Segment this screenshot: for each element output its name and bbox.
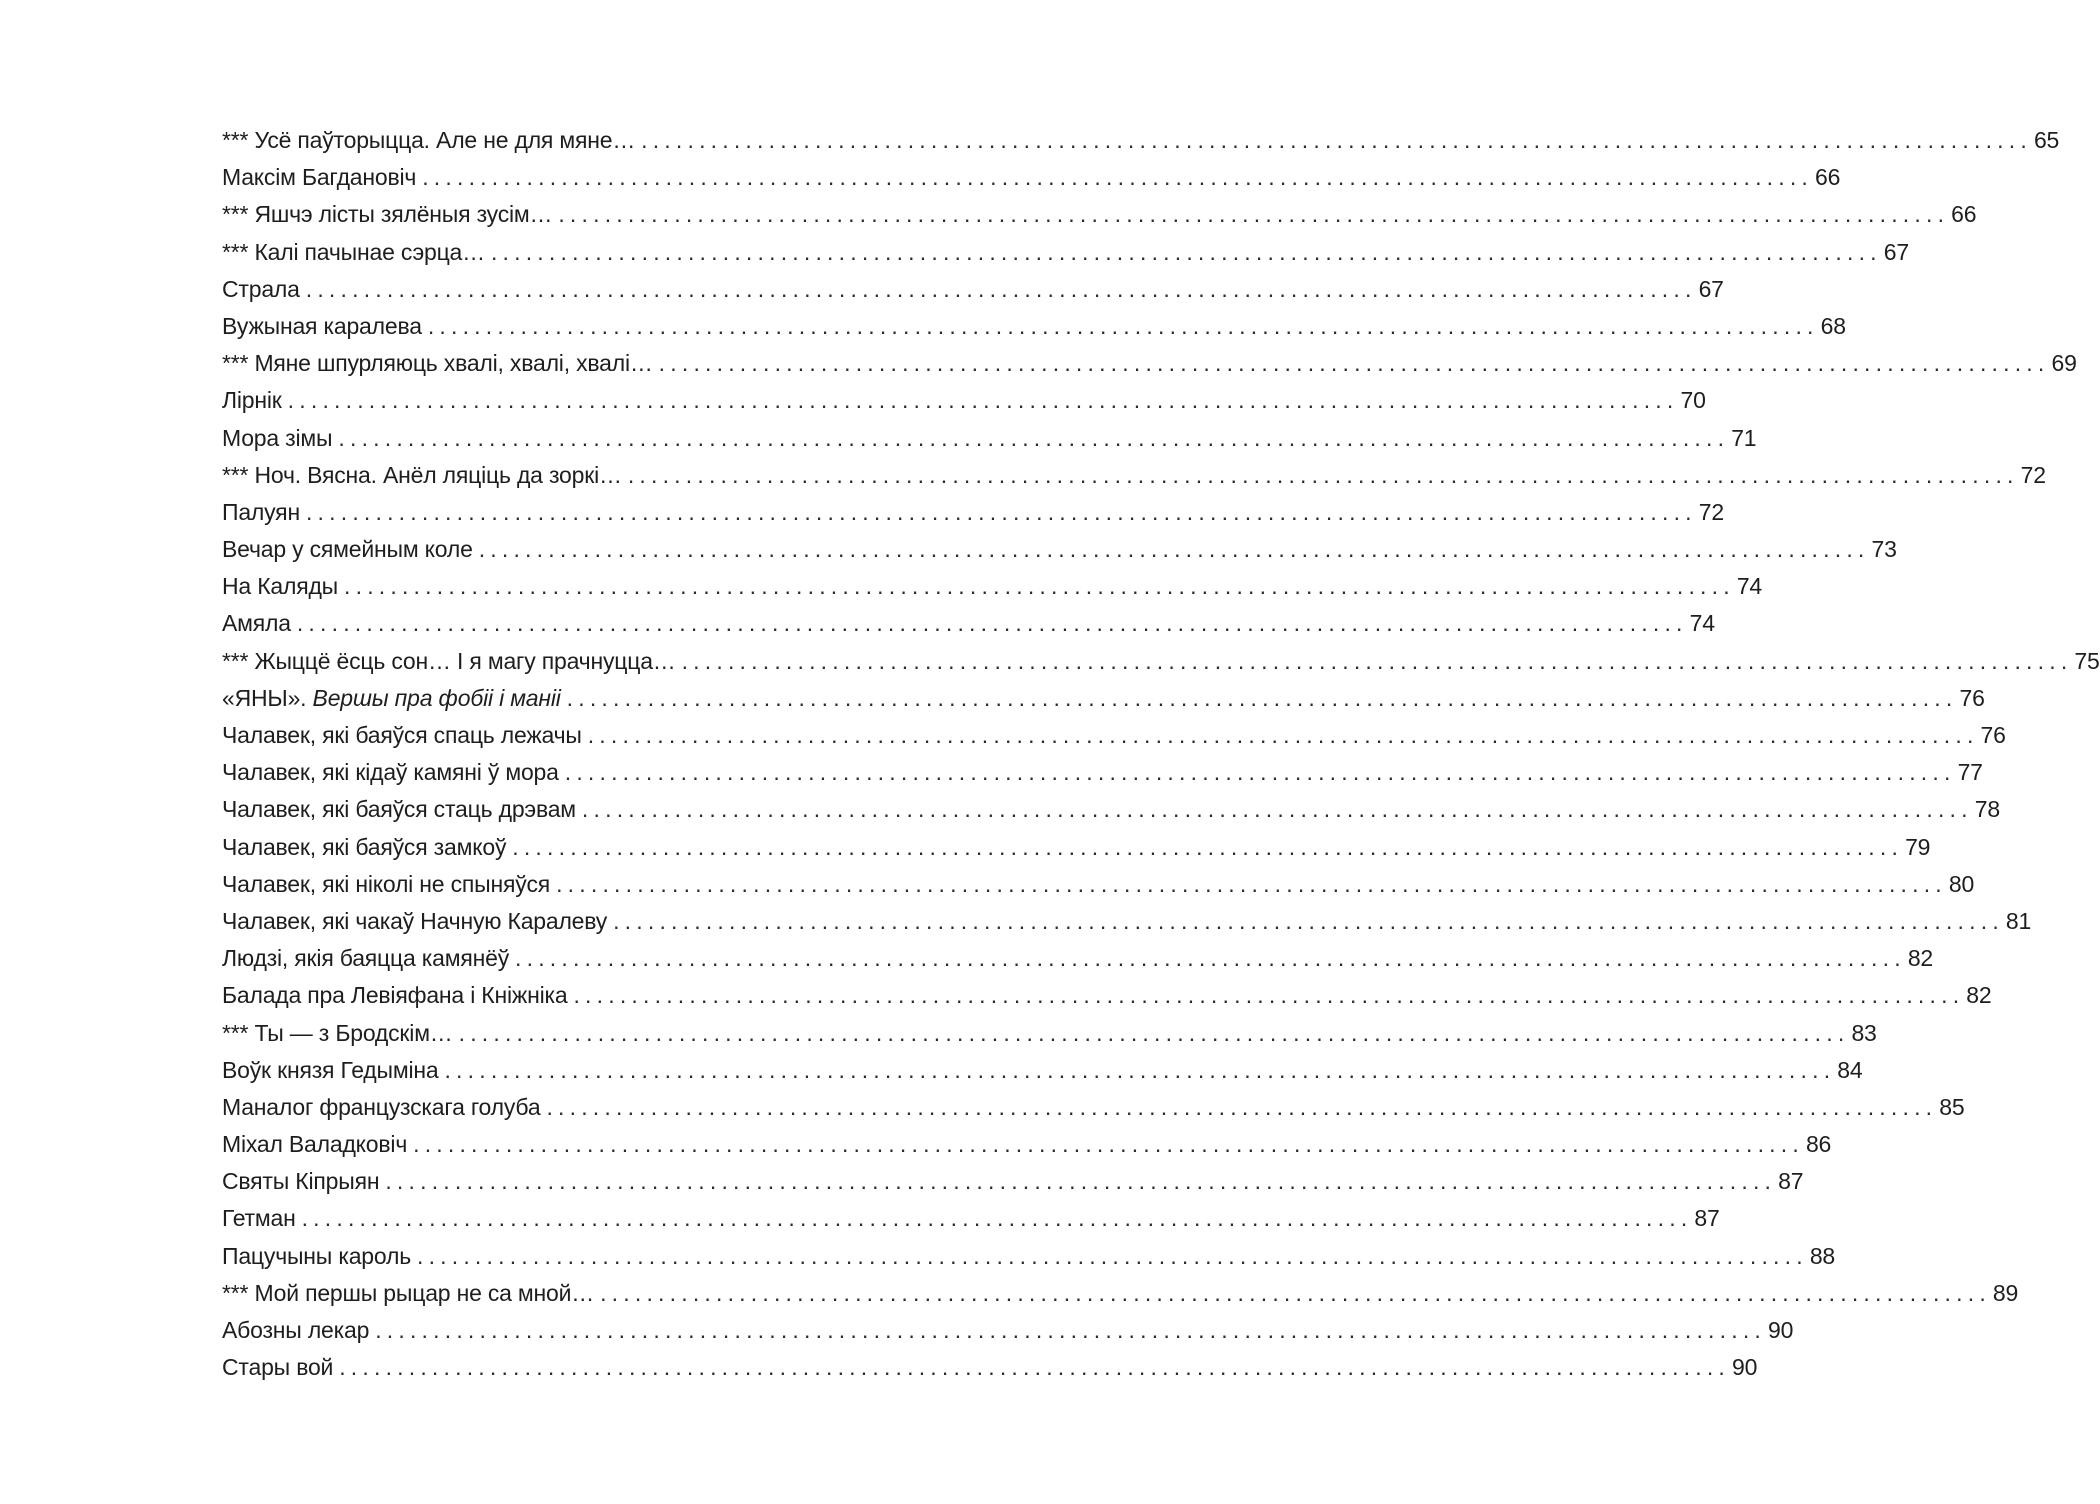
- toc-page-number: 69: [2051, 350, 2077, 377]
- toc-page-number: 72: [1698, 498, 1724, 525]
- toc-entry-title: [222, 308, 428, 345]
- toc-page-number: 74: [1689, 610, 1715, 637]
- toc-dot-leader: ........................................................................................................................: [512, 833, 1904, 860]
- toc-entry-title: [222, 122, 641, 159]
- toc-page-number: 85: [1939, 1093, 1965, 1120]
- toc-entry-title: [222, 196, 558, 233]
- toc-entry-title-text: *** Ноч. Вясна. Анёл ляціць да зоркі…: [222, 461, 622, 488]
- toc-page-number: 79: [1905, 833, 1931, 860]
- toc-entry-title-text: Максім Багдановіч: [222, 164, 417, 191]
- toc-entry-title: [222, 234, 491, 271]
- toc-page-number: 75: [2074, 647, 2100, 674]
- toc-entry-title-text: Вужыная каралева: [222, 312, 422, 339]
- toc-entry[interactable]: [222, 829, 1931, 866]
- toc-entry[interactable]: [222, 1015, 1877, 1052]
- toc-entry-title-text: Чалавек, які баяўся спаць лежачы: [222, 722, 582, 748]
- toc-entry[interactable]: [222, 494, 1724, 531]
- toc-entry-title-text: Пацучыны кароль: [222, 1242, 411, 1269]
- toc-page-number: 65: [2033, 127, 2060, 153]
- toc-entry-title: [222, 977, 573, 1014]
- toc-entry[interactable]: [222, 866, 1975, 903]
- toc-dot-leader: ........................................................................................................................: [564, 759, 1956, 786]
- toc-entry[interactable]: [222, 1052, 1863, 1089]
- toc-entry[interactable]: [222, 345, 2077, 382]
- toc-entry[interactable]: [222, 122, 2060, 159]
- toc-entry[interactable]: [222, 977, 1992, 1014]
- toc-dot-leader: ........................................................................................................................: [296, 610, 1688, 637]
- toc-entry-title-text: Абозны лекар: [222, 1317, 370, 1343]
- toc-entry[interactable]: [222, 457, 2046, 494]
- toc-entry[interactable]: [222, 196, 1977, 233]
- toc-entry-title-text: «ЯНЫ».: [222, 684, 313, 711]
- toc-entry-title-text: Маналог французскага голуба: [222, 1093, 541, 1120]
- toc-dot-leader: ........................................................................................................................: [627, 461, 2019, 488]
- toc-page-number: 68: [1820, 312, 1846, 339]
- toc-entry-title: [222, 791, 582, 828]
- toc-entry-title-text: Святы Кіпрыян: [222, 1168, 380, 1195]
- toc-page-number: 82: [1966, 982, 1992, 1009]
- toc-page-number: 86: [1805, 1131, 1832, 1158]
- toc-dot-leader: ........................................................................................................................: [478, 536, 1870, 563]
- toc-entry-title-text: Чалавек, які ніколі не спыняўся: [222, 870, 551, 897]
- toc-dot-leader: ........................................................................................................................: [385, 1168, 1777, 1195]
- toc-entry-title-text: Балада пра Левіяфана і Кніжніка: [222, 982, 568, 1009]
- toc-entry-title-text: *** Мяне шпурляюць хвалі, хвалі, хвалі…: [222, 350, 653, 377]
- toc-entry-title-text: *** Усё паўторыцца. Але не для мяне…: [222, 127, 636, 153]
- toc-page-number: 81: [2005, 907, 2032, 934]
- toc-entry-title-text: *** Жыццё ёсць сон… І я магу прачнуцца…: [222, 647, 676, 674]
- toc-page-number: 89: [1992, 1279, 2019, 1306]
- toc-entry-title-text: Чалавек, які чакаў Начную Каралеву: [222, 907, 608, 934]
- toc-dot-leader: ........................................................................................................................: [338, 424, 1730, 451]
- toc-entry-title: [222, 382, 288, 419]
- toc-entry-title-text: *** Яшчэ лісты зялёныя зусім…: [222, 201, 553, 228]
- toc-entry-title: [222, 643, 682, 680]
- toc-page-number: 77: [1957, 759, 1983, 786]
- table-of-contents: [222, 122, 2100, 1386]
- toc-dot-leader: ........................................................................................................................: [546, 1093, 1938, 1120]
- toc-page-number: 67: [1883, 238, 1909, 265]
- toc-entry-title-text: Міхал Валадковіч: [222, 1131, 408, 1158]
- toc-dot-leader: ........................................................................................................................: [556, 870, 1947, 897]
- toc-entry[interactable]: [222, 903, 2032, 940]
- toc-entry-title-text: *** Мой першы рыцар не са мной…: [222, 1279, 595, 1306]
- toc-page-number: 67: [1698, 275, 1724, 302]
- toc-entry-subtitle: Вершы пра фобіі і маніі: [312, 684, 561, 711]
- toc-entry-title: [222, 903, 613, 940]
- toc-dot-leader: ........................................................................................................................: [581, 796, 1973, 823]
- toc-entry[interactable]: [222, 1200, 1720, 1237]
- toc-entry-title: [222, 1163, 385, 1200]
- toc-entry-title: [222, 1015, 459, 1052]
- toc-dot-leader: ........................................................................................................................: [613, 907, 2004, 934]
- toc-page-number: 78: [1974, 796, 2000, 823]
- toc-page-number: 87: [1694, 1205, 1720, 1232]
- toc-entry-title-text: Людзі, якія баяцца камянёў: [222, 945, 510, 972]
- toc-entry[interactable]: [222, 643, 2100, 680]
- toc-page-number: 70: [1680, 387, 1706, 414]
- toc-entry-title-text: *** Калі пачынае сэрца…: [222, 238, 485, 265]
- toc-entry-title: [222, 754, 565, 791]
- toc-entry[interactable]: [222, 1275, 2019, 1312]
- toc-entry[interactable]: [222, 754, 1983, 791]
- toc-entry-title-text: Стары вой: [222, 1354, 334, 1381]
- toc-entry[interactable]: [222, 1312, 1794, 1349]
- toc-dot-leader: ........................................................................................................................: [375, 1317, 1767, 1343]
- toc-entry-title-text: Мора зімы: [222, 424, 333, 451]
- toc-dot-leader: ........................................................................................................................: [600, 1279, 1991, 1306]
- toc-entry-title-text: Амяла: [222, 610, 291, 637]
- toc-entry-title: [222, 605, 297, 642]
- toc-page-number: 80: [1948, 870, 1975, 897]
- toc-entry[interactable]: [222, 271, 1724, 308]
- toc-dot-leader: ........................................................................................................................: [413, 1131, 1804, 1158]
- toc-entry-title: [222, 345, 659, 382]
- toc-entry-title: [222, 1200, 302, 1237]
- toc-entry-title-text: Вечар у сямейным коле: [222, 536, 473, 563]
- toc-page-number: 66: [1815, 164, 1841, 191]
- toc-entry-title: [222, 271, 306, 308]
- toc-dot-leader: ........................................................................................................................: [305, 275, 1697, 302]
- toc-entry-title: [222, 1052, 444, 1089]
- toc-page-number: 66: [1951, 201, 1977, 228]
- toc-entry-title: [222, 531, 479, 568]
- toc-entry-title: [222, 717, 588, 754]
- toc-entry-title-text: Воўк князя Гедыміна: [222, 1056, 439, 1083]
- toc-entry-title-text: На Каляды: [222, 573, 339, 600]
- toc-page-number: 71: [1731, 424, 1757, 451]
- toc-dot-leader: ........................................................................................................................: [515, 945, 1906, 972]
- toc-entry[interactable]: [222, 717, 2006, 754]
- toc-dot-leader: ........................................................................................................................: [681, 647, 2073, 674]
- toc-entry[interactable]: [222, 1238, 1835, 1275]
- toc-entry-title: [222, 1238, 417, 1275]
- toc-entry-title: [222, 1126, 413, 1163]
- toc-entry[interactable]: [222, 1163, 1804, 1200]
- toc-dot-leader: ........................................................................................................................: [287, 387, 1679, 414]
- toc-dot-leader: ........................................................................................................................: [658, 350, 2050, 377]
- toc-entry-title-text: Чалавек, які баяўся замкоў: [222, 833, 507, 860]
- toc-entry[interactable]: [222, 531, 1897, 568]
- toc-page-number: 74: [1736, 573, 1763, 600]
- toc-entry-title-text: Страла: [222, 275, 300, 302]
- toc-entry[interactable]: [222, 791, 2000, 828]
- toc-entry-title: [222, 1275, 600, 1312]
- toc-dot-leader: ........................................................................................................................: [566, 684, 1958, 711]
- toc-dot-leader: ........................................................................................................................: [416, 1242, 1808, 1269]
- toc-entry-title: [222, 568, 344, 605]
- toc-entry[interactable]: [222, 159, 1841, 196]
- toc-page-number: 87: [1778, 1168, 1804, 1195]
- toc-entry-title-text: Чалавек, які кідаў камяні ў мора: [222, 759, 559, 786]
- toc-entry[interactable]: [222, 420, 1757, 457]
- toc-dot-leader: ........................................................................................................................: [587, 722, 1979, 748]
- toc-entry[interactable]: [222, 382, 1706, 419]
- toc-dot-leader: ........................................................................................................................: [339, 1354, 1731, 1381]
- toc-entry-title-text: Гетман: [222, 1205, 296, 1232]
- toc-page-number: 84: [1837, 1056, 1863, 1083]
- toc-dot-leader: ........................................................................................................................: [573, 982, 1965, 1009]
- toc-page-number: 73: [1871, 536, 1897, 563]
- toc-entry-title: [222, 940, 515, 977]
- toc-dot-leader: ........................................................................................................................: [641, 127, 2032, 153]
- toc-dot-leader: ........................................................................................................................: [458, 1019, 1850, 1046]
- toc-entry-title-text: Чалавек, які баяўся стаць дрэвам: [222, 796, 576, 823]
- toc-entry[interactable]: [222, 940, 1934, 977]
- toc-entry-title: [222, 1312, 375, 1349]
- toc-page-number: 90: [1768, 1317, 1794, 1343]
- toc-entry[interactable]: [222, 234, 1909, 271]
- toc-page-number: 83: [1851, 1019, 1877, 1046]
- toc-entry-title-text: *** Ты — з Бродскім…: [222, 1019, 453, 1046]
- toc-entry-title: [222, 159, 422, 196]
- toc-entry[interactable]: [222, 680, 1985, 717]
- toc-entry-title-text: Лірнік: [222, 387, 282, 414]
- toc-page-number: 88: [1809, 1242, 1835, 1269]
- toc-page-number: 76: [1959, 684, 1985, 711]
- toc-entry-title-text: Палуян: [222, 498, 300, 525]
- toc-entry[interactable]: [222, 308, 1846, 345]
- toc-page-number: 76: [1980, 722, 2006, 748]
- toc-entry-title: [222, 866, 556, 903]
- toc-dot-leader: ........................................................................................................................: [427, 312, 1819, 339]
- toc-entry[interactable]: [222, 568, 1763, 605]
- toc-page-number: 72: [2020, 461, 2046, 488]
- toc-page-number: 90: [1732, 1354, 1758, 1381]
- toc-dot-leader: ........................................................................................................................: [490, 238, 1882, 265]
- toc-entry-title: [222, 457, 628, 494]
- toc-entry[interactable]: [222, 1089, 1965, 1126]
- toc-page-number: 82: [1907, 945, 1934, 972]
- toc-entry[interactable]: [222, 1349, 1758, 1386]
- toc-dot-leader: ........................................................................................................................: [305, 498, 1697, 525]
- toc-entry-title: [222, 829, 512, 866]
- toc-entry-title: [222, 494, 306, 531]
- toc-entry-title: [222, 680, 567, 717]
- toc-dot-leader: ........................................................................................................................: [558, 201, 1950, 228]
- toc-dot-leader: ........................................................................................................................: [301, 1205, 1693, 1232]
- toc-dot-leader: ........................................................................................................................: [444, 1056, 1836, 1083]
- toc-entry[interactable]: [222, 1126, 1832, 1163]
- toc-entry-title: [222, 1349, 339, 1386]
- toc-entry[interactable]: [222, 605, 1715, 642]
- toc-entry-title: [222, 420, 338, 457]
- toc-entry-title: [222, 1089, 546, 1126]
- toc-dot-leader: ........................................................................................................................: [422, 164, 1814, 191]
- toc-dot-leader: ........................................................................................................................: [344, 573, 1735, 600]
